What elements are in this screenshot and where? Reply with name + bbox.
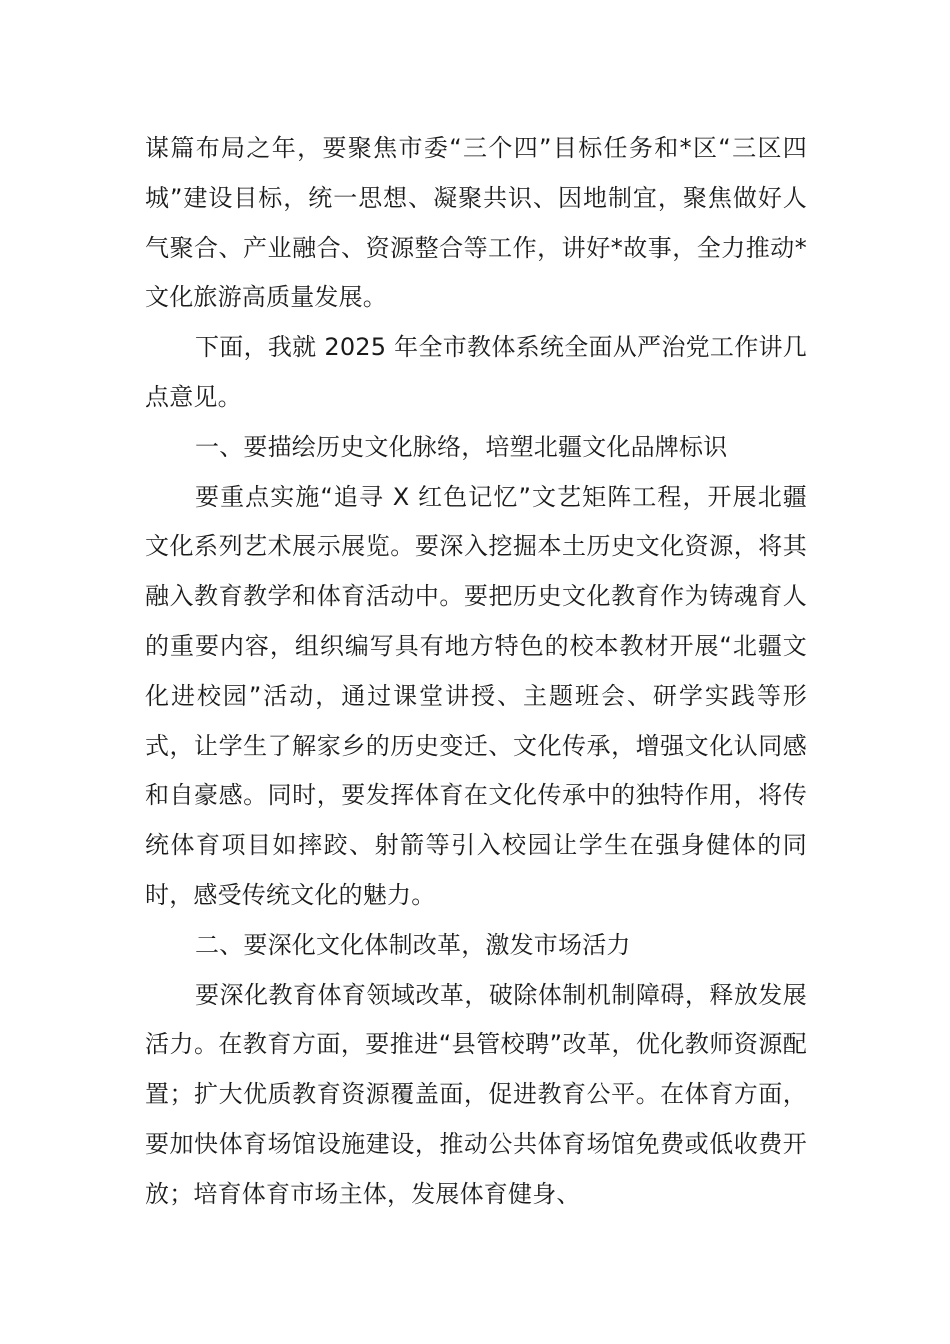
paragraph-continuation: 谋篇布局之年，要聚焦市委“三个四”目标任务和*区“三区四城”建设目标，统一思想、凝聚共识、因地制宜，聚焦做好人气聚合、产业融合、资源整合等工作，讲好*故事，全力推动*文化旅游高质量发展。	[145, 134, 807, 312]
paragraph-intro: 下面，我就 2025 年全市教体系统全面从严治党工作讲几点意见。	[145, 333, 807, 411]
paragraph-section-2: 要深化教育体育领域改革，破除体制机制障碍，释放发展活力。在教育方面，要推进“县管校聘”改革，优化教师资源配置；扩大优质教育资源覆盖面，促进教育公平。在体育方面，要加快体育场馆设施建设，推动公共体育场馆免费或低收费开放；培育体育市场主体，发展体育健身、	[145, 980, 807, 1208]
section-heading-1: 一、要描绘历史文化脉络，培塑北疆文化品牌标识	[195, 432, 728, 461]
paragraph-section-1: 要重点实施“追寻 X 红色记忆”文艺矩阵工程，开展北疆文化系列艺术展示展览。要深入挖掘本土历史文化资源，将其融入教育教学和体育活动中。要把历史文化教育作为铸魂育人的重要内容，组织编写具有地方特色的校本教材开展“北疆文化进校园”活动，通过课堂讲授、主题班会、研学实践等形式，让学生了解家乡的历史变迁、文化传承，增强文化认同感和自豪感。同时，要发挥体育在文化传承中的独特作用，将传统体育项目如摔跤、射箭等引入校园让学生在强身健体的同时，感受传统文化的魅力。	[145, 482, 807, 909]
section-heading-2: 二、要深化文化体制改革，激发市场活力	[195, 930, 631, 959]
document-body	[145, 124, 807, 1220]
